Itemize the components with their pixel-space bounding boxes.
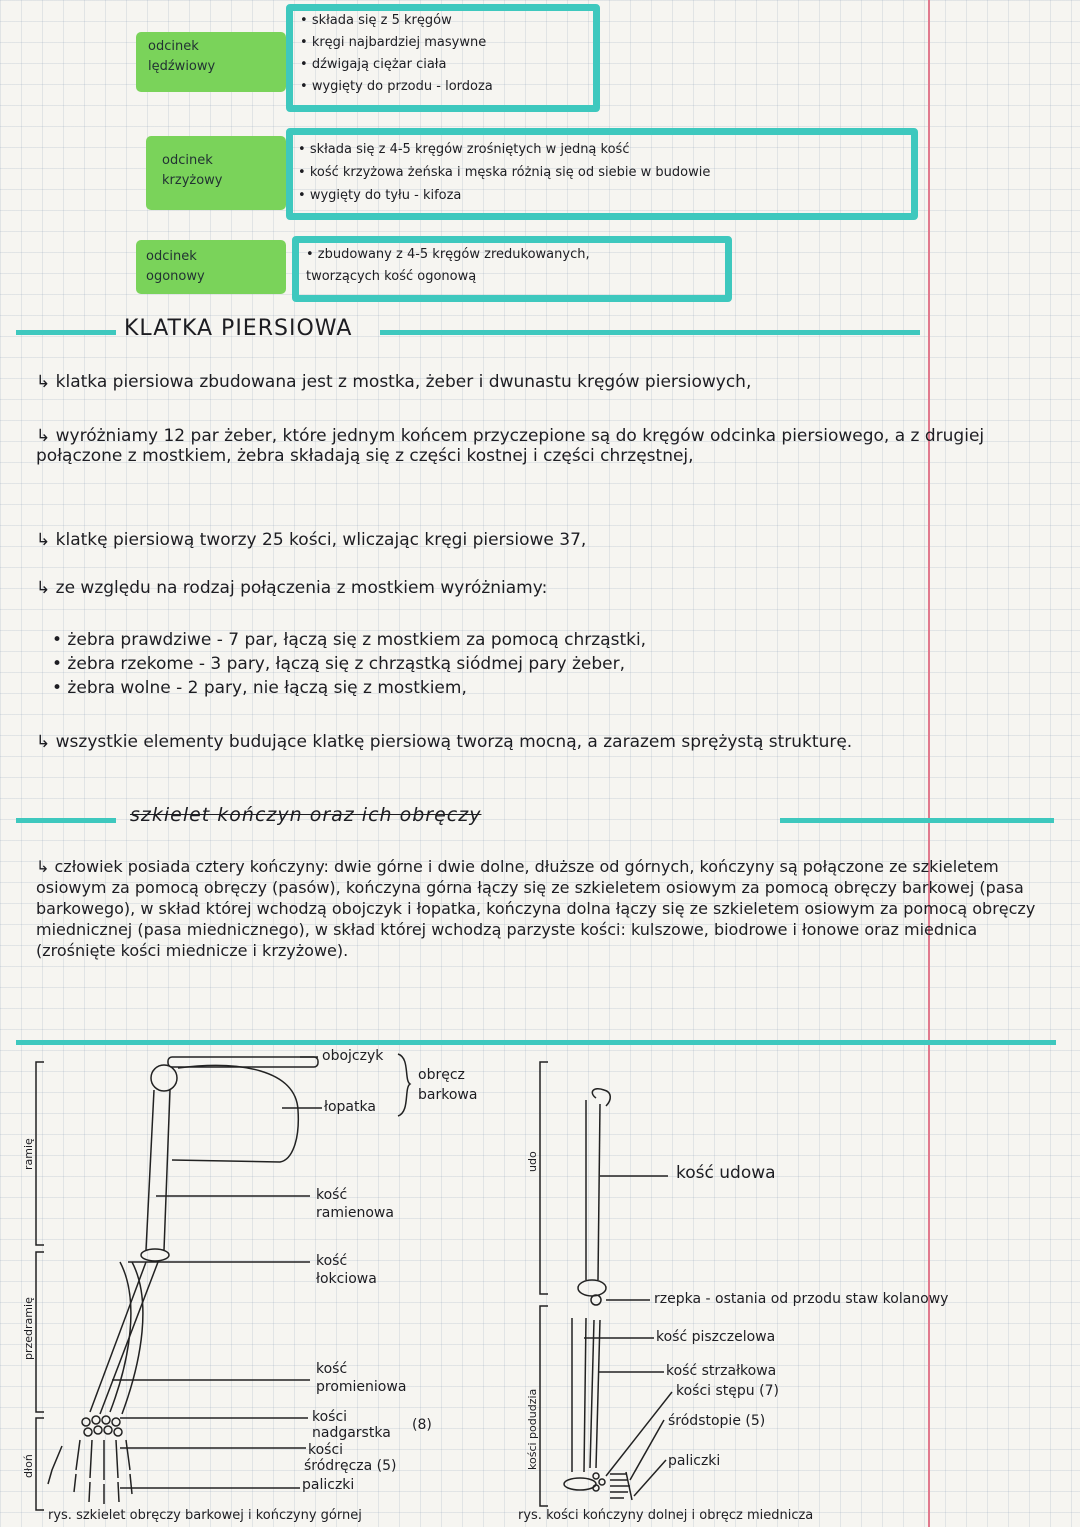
label-carpals-count: (8) [412, 1417, 432, 1433]
upper-figure-caption: rys. szkielet obręczy barkowej i kończyny górnej [48, 1508, 362, 1523]
side-label-ramie: ramię [22, 1138, 35, 1170]
lumbar-label-line2: lędźwiowy [148, 59, 216, 74]
sacral-label-line2: krzyżowy [162, 173, 223, 188]
thorax-paragraph: ↳ ze względu na rodzaj połączenia z mostkiem wyróżniamy: [36, 578, 548, 598]
label-ulna-line2: łokciowa [316, 1271, 377, 1287]
side-label-podudzie: kości podudzia [526, 1388, 539, 1470]
label-girdle-line1: obręcz [418, 1067, 465, 1083]
thorax-paragraph: ↳ klatka piersiowa zbudowana jest z mostka, żeber i dwunastu kręgów piersiowych, [36, 372, 752, 392]
rib-type-item: • żebra prawdziwe - 7 par, łączą się z mostkiem za pomocą chrząstki, [52, 630, 647, 650]
label-obojczyk: obojczyk [322, 1048, 384, 1064]
label-humerus-line2: ramienowa [316, 1205, 394, 1221]
label-girdle-line2: barkowa [418, 1087, 478, 1103]
label-tibia: kość piszczelowa [656, 1329, 776, 1345]
limbs-paragraph: ↳ człowiek posiada cztery kończyny: dwie górne i dwie dolne, dłuższe od górnych, kończyny są połączone ze szkieletem osiowym za pomocą obręczy (pasów), kończyna górna łączy się ze szkieletem osiowym za pomocą obręczy barkowej (pasa barkowego), w skład której wchodzą obojczyk i łopatka, kończyna dolna łączy się ze szkieletem osiowym za pomocą obręczy miednicznej (pasa miednicznego), w skład której wchodzą parzyste kości: kulszowe, biodrowe i łonowe oraz miednica (zrośnięte kości miednicze i krzyżowe). [36, 857, 1036, 960]
sacral-label-line1: odcinek [162, 153, 213, 168]
label-metacarpals-line1: kości [308, 1442, 344, 1458]
label-lopatka: łopatka [324, 1099, 376, 1115]
rib-type-item: • żebra rzekome - 3 pary, łączą się z chrząstką siódmej pary żeber, [52, 654, 626, 674]
lumbar-bullet: • dźwigają ciężar ciała [300, 57, 447, 72]
coccygeal-line: • zbudowany z 4-5 kręgów zredukowanych, [306, 247, 590, 262]
label-carpals-line2: nadgarstka [312, 1425, 391, 1441]
side-label-przedramie: przedramię [22, 1297, 35, 1360]
side-label-udo: udo [526, 1151, 539, 1172]
lumbar-bullet: • wygięty do przodu - lordoza [300, 79, 493, 94]
thorax-paragraph: ↳ wszystkie elementy budujące klatkę piersiową tworzą mocną, a zarazem sprężystą strukturę. [36, 732, 853, 752]
label-radius-line2: promieniowa [316, 1379, 407, 1395]
label-phalanges-foot: paliczki [668, 1453, 721, 1469]
lower-figure-caption: rys. kości kończyny dolnej i obręcz miednicza [518, 1508, 814, 1523]
label-humerus-line1: kość [316, 1187, 348, 1203]
coccygeal-line: tworzących kość ogonową [306, 269, 477, 284]
lumbar-bullet: • kręgi najbardziej masywne [300, 35, 487, 50]
sacral-bullet: • składa się z 4-5 kręgów zrośniętych w jedną kość [298, 142, 630, 157]
label-phalanges-hand: paliczki [302, 1477, 355, 1493]
coccygeal-label-line2: ogonowy [146, 269, 205, 284]
rib-type-item: • żebra wolne - 2 pary, nie łączą się z mostkiem, [52, 678, 467, 698]
label-metacarpals-line2: śródręcza (5) [304, 1458, 397, 1474]
label-fibula: kość strzałkowa [666, 1363, 777, 1379]
label-tarsals: kości stępu (7) [676, 1383, 779, 1399]
sacral-bullet: • kość krzyżowa żeńska i męska różnią się od siebie w budowie [298, 165, 711, 180]
lumbar-label-line1: odcinek [148, 39, 199, 54]
coccygeal-label-line1: odcinek [146, 249, 197, 264]
lumbar-bullet: • składa się z 5 kręgów [300, 13, 452, 28]
thorax-paragraph: ↳ klatkę piersiową tworzy 25 kości, wliczając kręgi piersiowe 37, [36, 530, 587, 550]
label-femur: kość udowa [676, 1163, 776, 1183]
label-ulna-line1: kość [316, 1253, 348, 1269]
thorax-heading: KLATKA PIERSIOWA [124, 316, 353, 341]
sacral-bullet: • wygięty do tyłu - kifoza [298, 188, 462, 203]
label-patella: rzepka - ostania od przodu staw kolanowy [654, 1291, 949, 1307]
label-metatarsals: śródstopie (5) [668, 1413, 766, 1429]
side-label-dlon: dłoń [22, 1454, 35, 1478]
label-radius-line1: kość [316, 1361, 348, 1377]
thorax-paragraph: ↳ wyróżniamy 12 par żeber, które jednym końcem przyczepione są do kręgów odcinka piersiowego, a z drugiej połączone z mostkiem, żebra składają się z części kostnej i części chrzęstnej, [36, 426, 985, 466]
limbs-heading: szkielet kończyn oraz ich obręczy [130, 804, 482, 826]
label-carpals-line1: kości [312, 1409, 348, 1425]
